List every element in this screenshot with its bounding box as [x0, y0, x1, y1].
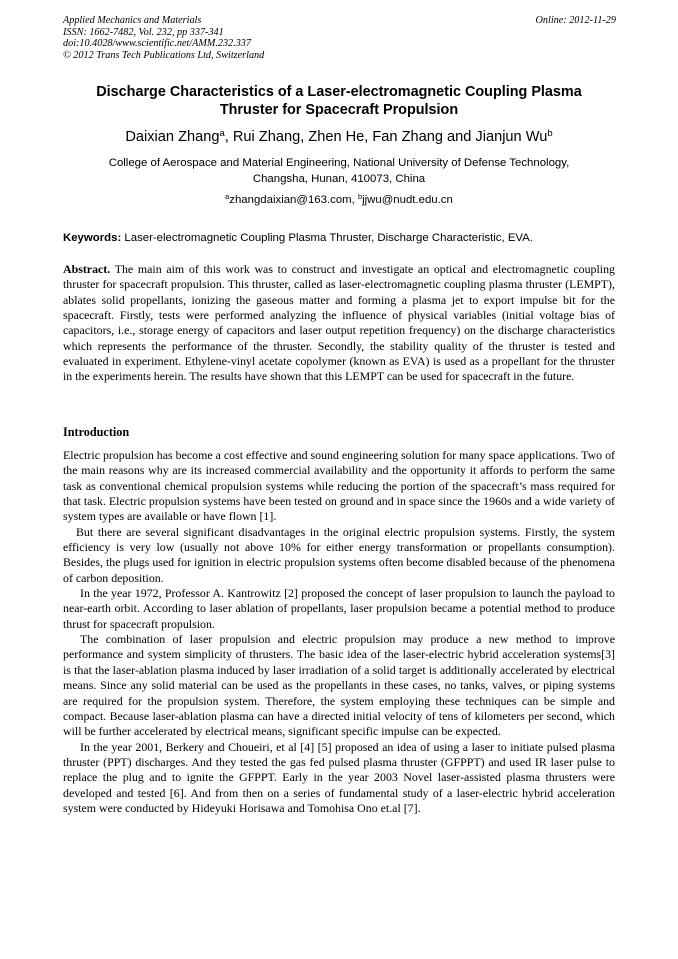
author-last-sup: b	[547, 127, 553, 139]
intro-paragraph-4: The combination of laser propulsion and electric propulsion may produce a new method to improve performance and system simplicity of thrusters. The basic idea of the laser-electric hybrid acceleration systems[3] is that the laser-ablation plasma induced by laser irradiation of a solid target is additionally accelerated by electrical means. Since any solid material can be used as the propellants in these cases, no tanks, valves, or piping systems are required for the propulsion system. Therefore, the system employing these techniques can be simple and compact. Because laser-ablation plasma can have a directed initial velocity of tens of kilometers per second, which will be further accelerated by electrical means, significant specific impulse can be expected.	[63, 632, 615, 739]
doi-line: doi:10.4028/www.scientific.net/AMM.232.337	[63, 38, 251, 49]
issn-line: ISSN: 1662-7482, Vol. 232, pp 337-341	[63, 26, 224, 38]
abstract	[63, 262, 615, 385]
abstract-text: The main aim of this work was to construct and investigate an optical and electromagnetic coupling thruster for spacecraft propulsion. This thruster, called as laser-electromagnetic coupling plasma thruster (LEMPT), ablates solid propellants, ionizing the gaseous matter and forming a plasma jet to export impulse bit for the spacecraft. Firstly, tests were performed analyzing the influence of physical variables (initial voltage bias of capacitors, i.e., storage energy of capacitors and laser output repetition frequency) on the discharge characteristics which represents the performance of the thruster. Secondly, the stability quality of the thruster is tested and evaluated in experiment. Ethylene-vinyl acetate copolymer (known as EVA) is used as a propellant for the thruster in the experiments herein. The results have shown that this LEMPT can be used for spacecraft in the future.	[63, 262, 615, 384]
intro-paragraph-3: In the year 1972, Professor A. Kantrowitz [2] proposed the concept of laser propulsion to launch the payload to near-earth orbit. According to laser ablation of propellants, laser propulsion became a potential method to produce thrust for spacecraft propulsion.	[63, 586, 615, 631]
introduction-heading: Introduction	[63, 425, 130, 439]
intro-paragraph-2: But there are several significant disadvantages in the original electric propulsion systems. Firstly, the system efficiency is very low (usually not above 10% for either energy transformation or propellants consumption). Besides, the plugs used for ignition in electric propulsion systems often become disabled because of the phenomena of carbon deposition.	[63, 524, 615, 585]
affiliation-line-1: College of Aerospace and Material Engineering, National University of Defense Technology,	[108, 157, 570, 169]
online-date: Online: 2012-11-29	[535, 15, 616, 26]
title-line-2: Thruster for Spacecraft Propulsion	[219, 102, 459, 118]
author-first: Daixian Zhang	[125, 129, 220, 145]
author-emails	[50, 193, 628, 208]
email-b: jjwu@nudt.edu.cn	[362, 194, 453, 206]
affiliation	[70, 156, 608, 187]
keywords-label: Keywords:	[63, 232, 122, 244]
email-b-sup: b	[357, 191, 363, 201]
author-first-sup: a	[219, 127, 225, 139]
keywords	[63, 231, 623, 246]
copyright-line: © 2012 Trans Tech Publications Ltd, Switzerland	[63, 49, 265, 61]
intro-paragraph-5: In the year 2001, Berkery and Choueiri, et al [4] [5] proposed an idea of using a laser to initiate pulsed plasma thruster (PPT) discharges. And they tested the gas fed pulsed plasma thruster (GFPPT) and used IR laser pulse to replace the plug and to ignite the GFPPT. Early in the year 2003 Novel laser-assisted plasma thrusters were developed and tested [6]. And from then on a series of fundamental study of a laser-electric hybrid acceleration system were conducted by Hideyuki Horisawa and Tomohisa Ono et.al [7].	[63, 739, 615, 815]
keywords-text: Laser-electromagnetic Coupling Plasma Thruster, Discharge Characteristic, EVA.	[121, 232, 533, 244]
title-line-1: Discharge Characteristics of a Laser-electromagnetic Coupling Plasma	[96, 84, 582, 100]
email-a-sup: a	[225, 191, 230, 201]
abstract-label: Abstract.	[63, 262, 111, 276]
journal-header	[63, 15, 616, 61]
affiliation-line-2: Changsha, Hunan, 410073, China	[252, 172, 426, 185]
intro-paragraph-1: Electric propulsion has become a cost effective and sound engineering solution for many space applications. Two of the main reasons why are its increased commercial availability and the opportunity it affords to perform the same task as conventional chemical propulsion systems while reducing the portion of the spacecraft’s mass required for that task. Electric propulsion systems have been tested on ground and in space since the 1960s and a wide variety of system types are available or have flown [1].	[63, 448, 615, 524]
paper-title	[50, 83, 628, 119]
author-rest: , Rui Zhang, Zhen He, Fan Zhang and Jianjun Wu	[224, 129, 548, 145]
introduction-body	[63, 448, 615, 816]
email-a: zhangdaixian@163.com,	[229, 194, 358, 206]
journal-name: Applied Mechanics and Materials	[63, 15, 202, 26]
author-list	[50, 128, 628, 146]
